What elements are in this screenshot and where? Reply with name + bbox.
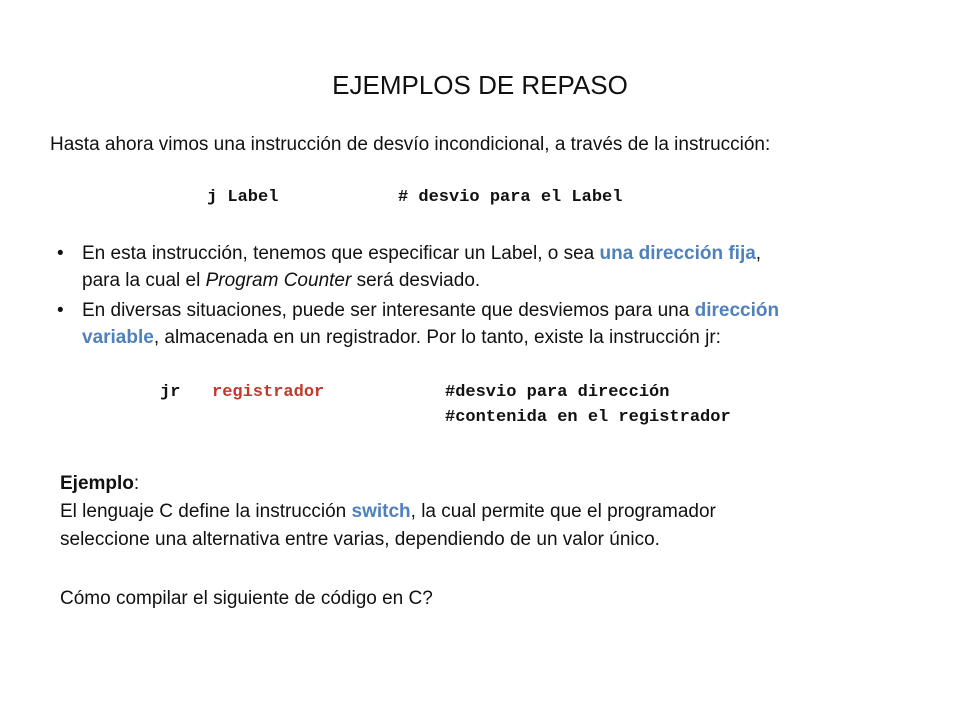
code-jump-instruction: j Label [207,188,279,207]
intro-text: Hasta ahora vimos una instrucción de desvío incondicional, a través de la instrucción: [50,134,771,155]
example-line-2: seleccione una alternativa entre varias, dependiendo de un valor único. [60,529,660,550]
code-jr-instruction: jr [160,383,181,402]
variable-highlight: variable [82,327,154,348]
bullet-1-line-1: En esta instrucción, tenemos que especificar un Label, o sea una dirección fija, [82,243,762,264]
program-counter-italic: Program Counter [205,270,352,291]
slide-title: EJEMPLOS DE REPASO [332,70,628,100]
bullet-dot: • [57,300,64,321]
variable-address-highlight: dirección [694,300,780,321]
example-question: Cómo compilar el siguiente de código en C? [60,588,433,609]
example-line-1: El lenguaje C define la instrucción switch, la cual permite que el programador [60,501,716,522]
bullet-2-line-2: variable, almacenada en un registrador. Por lo tanto, existe la instrucción jr: [82,327,721,348]
bullet-dot: • [57,243,64,264]
bullet-2-line-1: En diversas situaciones, puede ser interesante que desviemos para una dirección [82,300,780,321]
example-heading: Ejemplo: [60,473,140,494]
switch-highlight: switch [351,501,411,522]
code-jr-comment-2: #contenida en el registrador [445,408,731,427]
code-jr-register: registrador [212,383,325,402]
code-jump-comment: # desvio para el Label [398,188,623,207]
code-jr-comment-1: #desvio para dirección [445,383,670,402]
bullet-1-line-2: para la cual el Program Counter será desviado. [82,270,481,291]
fixed-address-highlight: una dirección fija [599,243,756,264]
